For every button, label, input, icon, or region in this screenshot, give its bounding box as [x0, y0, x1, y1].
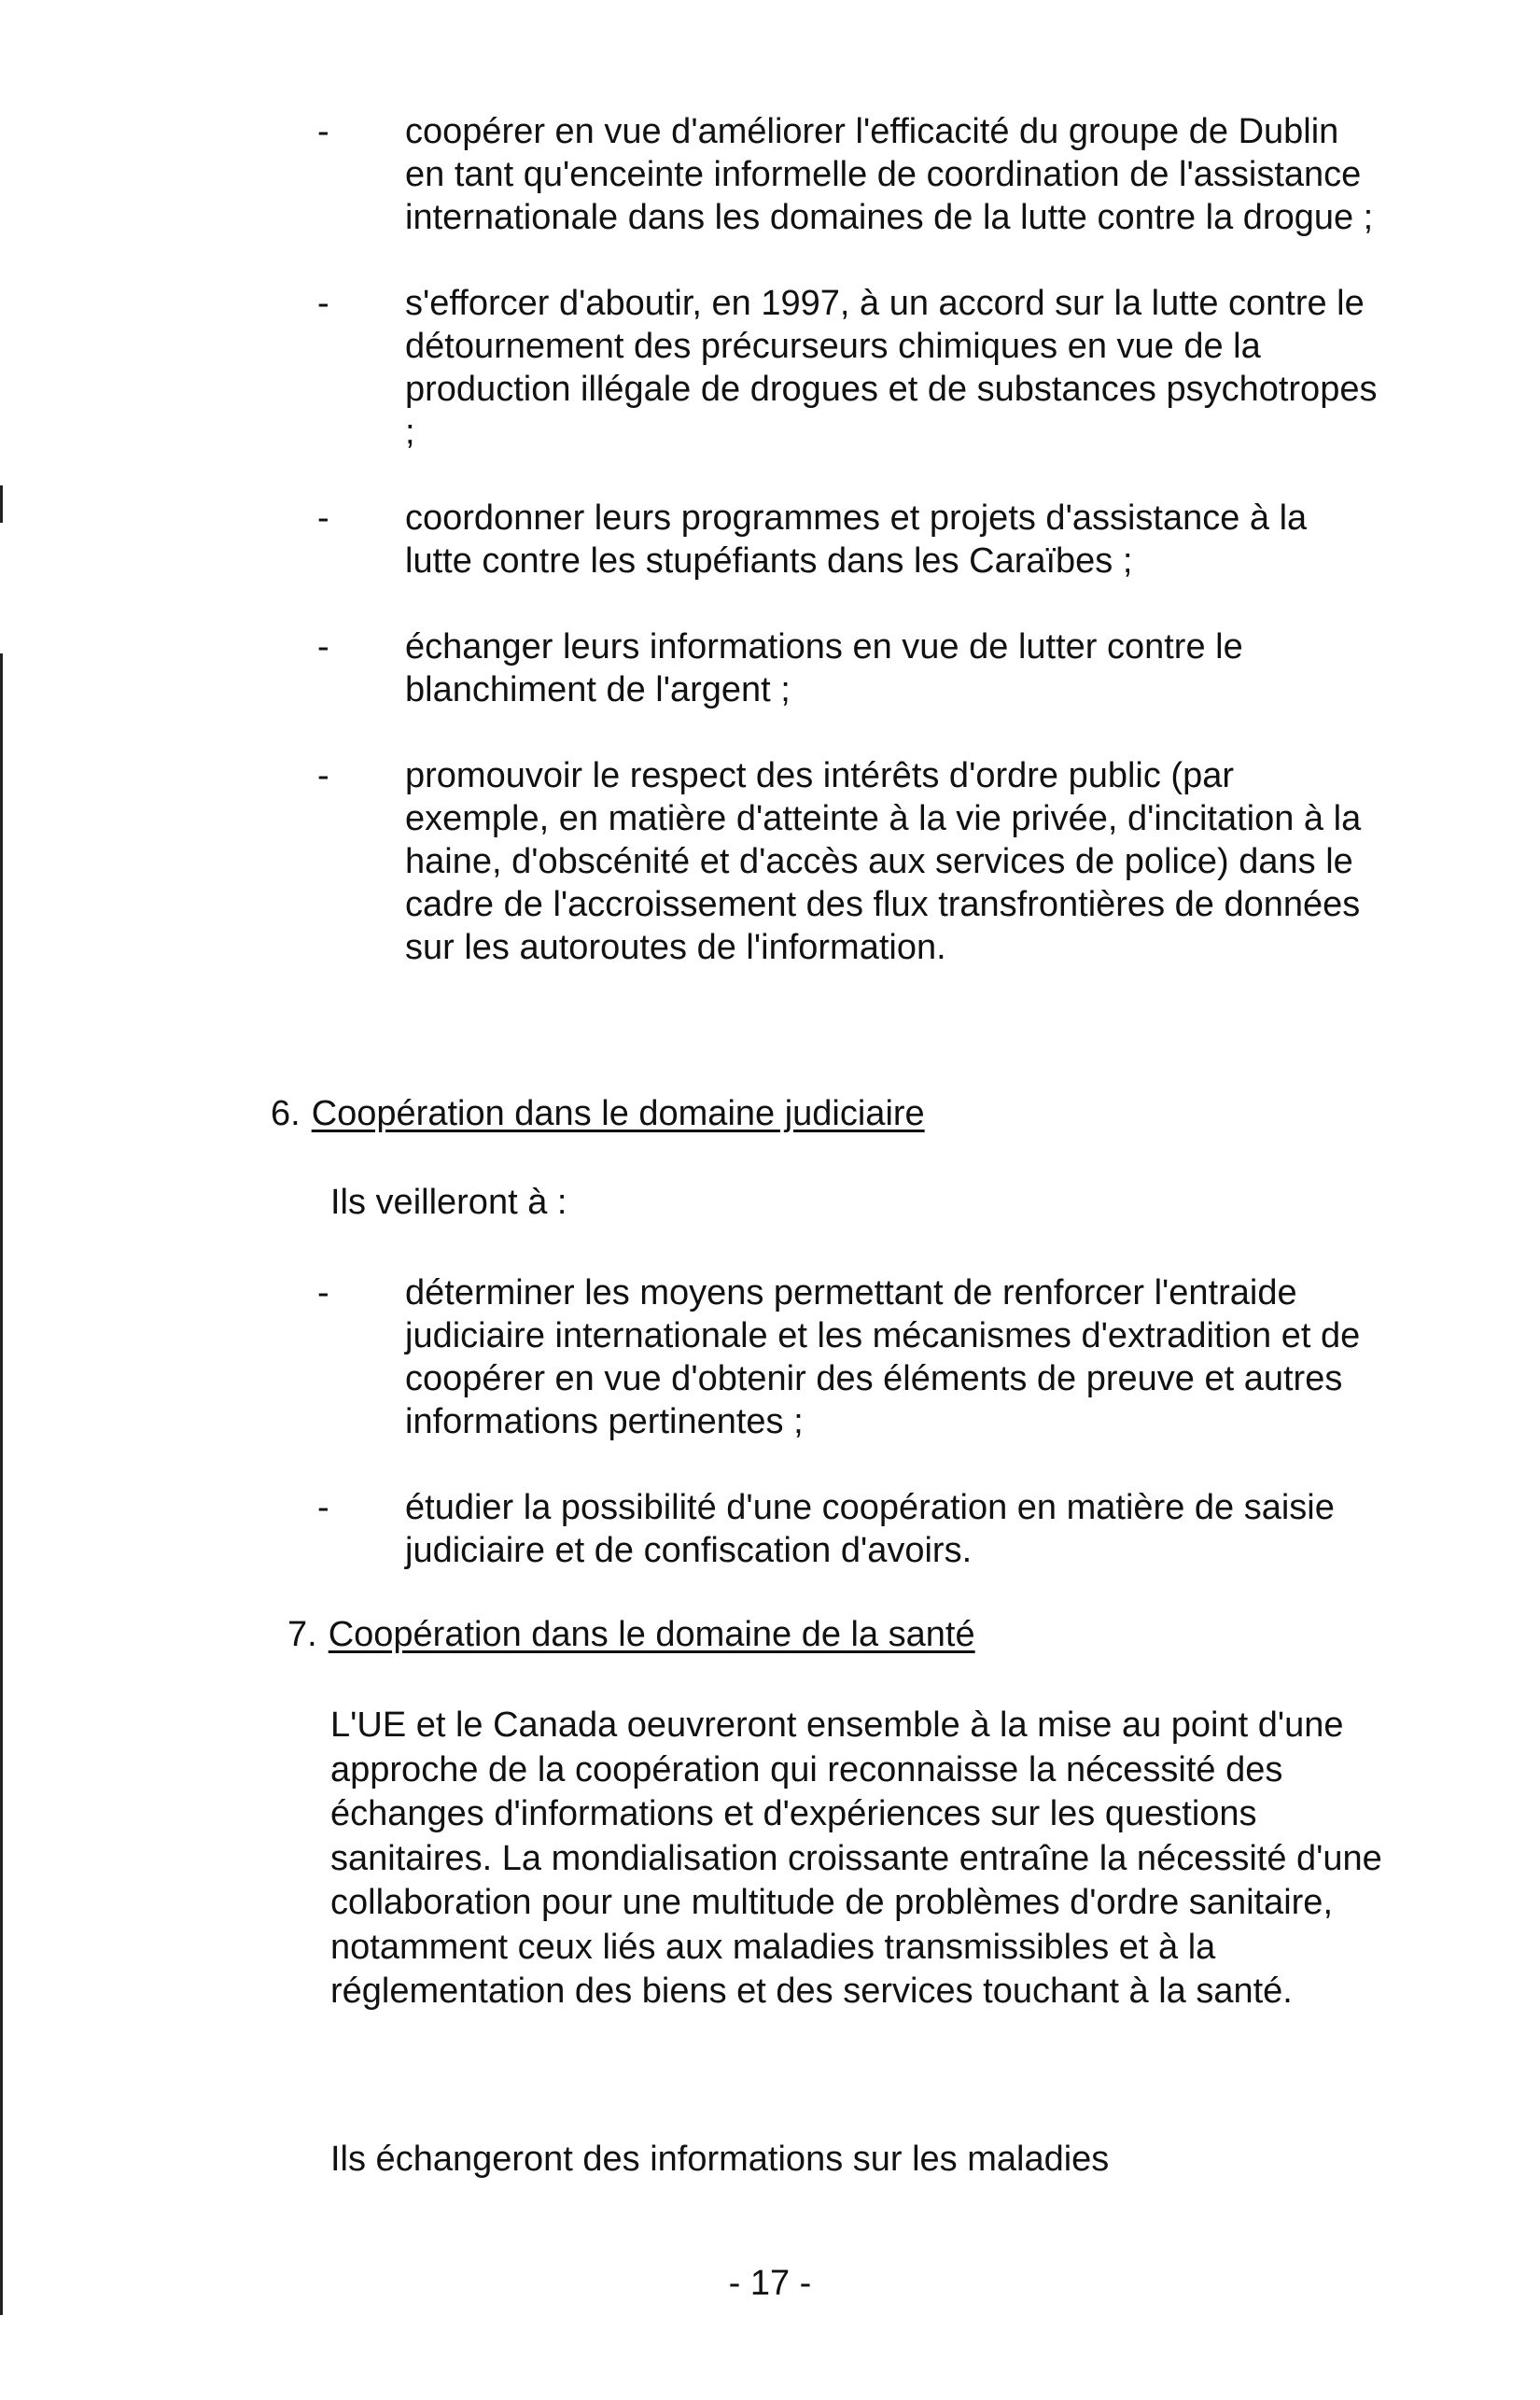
list-item-text: promouvoir le respect des intérêts d'ordre public (par exemple, en matière d'atteinte à la vie privée, d'incitation à la haine, d'obscénité et d'accès aux services de police) dans le cadre de l'accroissement des flux transfrontières de données sur les autoroutes de l'information.	[405, 756, 1362, 967]
list-item-text: étudier la possibilité d'une coopération en matière de saisie judiciaire et de confiscation d'avoirs.	[405, 1488, 1335, 1570]
scan-edge-mark	[0, 485, 3, 523]
bullet-dash: -	[317, 498, 329, 538]
list-item-text: coordonner leurs programmes et projets d'assistance à la lutte contre les stupéfiants dans les Caraïbes ;	[405, 498, 1308, 581]
list-item	[317, 625, 1381, 711]
list-item-text: coopérer en vue d'améliorer l'efficacité du groupe de Dublin en tant qu'enceinte informelle de coordination de l'assistance internationale dans les domaines de la lutte contre la drogue ;	[405, 112, 1374, 237]
bullet-dash: -	[317, 112, 329, 151]
section-5-bullet-list	[317, 110, 1381, 1012]
scan-edge-line	[0, 653, 3, 2315]
list-item	[317, 110, 1381, 239]
list-item-text: déterminer les moyens permettant de renforcer l'entraide judiciaire internationale et les mécanismes d'extradition et de coopérer en vue d'obtenir des éléments de preuve et autres informations pertinentes ;	[405, 1273, 1361, 1441]
bullet-dash: -	[317, 1273, 329, 1312]
section-7-number: 7.	[287, 1615, 317, 1654]
bullet-dash: -	[317, 284, 329, 323]
list-item	[317, 1486, 1381, 1572]
bullet-dash: -	[317, 1488, 329, 1527]
section-7-title: Coopération dans le domaine de la santé	[328, 1615, 975, 1654]
page-number: - 17 -	[728, 2264, 812, 2303]
section-6-heading	[271, 1092, 925, 1135]
list-item-text: s'efforcer d'aboutir, en 1997, à un accord sur la lutte contre le détournement des précurseurs chimiques en vue de la production illégale de drogues et de substances psychotropes ;	[405, 284, 1378, 452]
list-item	[317, 282, 1381, 454]
list-item	[317, 1271, 1381, 1443]
section-7-paragraph-2: Ils échangeront des informations sur les maladies	[330, 2140, 1110, 2179]
section-6-number: 6.	[271, 1094, 301, 1133]
list-item-text: échanger leurs informations en vue de lutter contre le blanchiment de l'argent ;	[405, 627, 1243, 709]
section-6-bullet-list	[317, 1271, 1381, 1615]
bullet-dash: -	[317, 756, 329, 795]
bullet-dash: -	[317, 627, 329, 667]
section-6-intro: Ils veilleront à :	[330, 1183, 567, 1222]
section-6-title: Coopération dans le domaine judiciaire	[311, 1094, 925, 1133]
list-item	[317, 754, 1381, 969]
section-7-paragraph-1: L'UE et le Canada oeuvreront ensemble à la mise au point d'une approche de la coopération qui reconnaisse la nécessité des échanges d'informations et d'expériences sur les questions sanitaires. La mondialisation croissante entraîne la nécessité d'une collaboration pour une multitude de problèmes d'ordre sanitaire, notamment ceux liés aux maladies transmissibles et à la réglementation des biens et des services touchant à la santé.	[330, 1705, 1382, 2011]
section-7-heading	[287, 1613, 975, 1656]
list-item	[317, 497, 1381, 582]
